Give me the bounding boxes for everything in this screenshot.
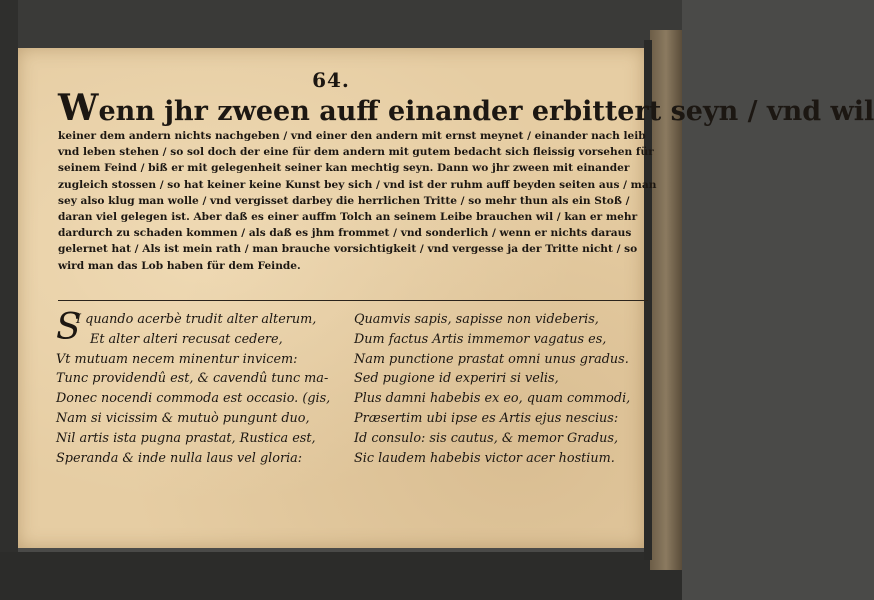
latin-verse-left-column — [56, 307, 346, 468]
latin-verse-line: Vt mutuam necem minentur invicem: — [56, 351, 298, 367]
latin-verse-line: Dum factus Artis immemor vagatus es, — [354, 331, 607, 347]
latin-verse-line: Plus damni habebis ex eo, quam commodi, — [354, 391, 631, 407]
latin-verse-line: Nam punctione prastat omni unus gradus. — [354, 351, 629, 367]
german-line: vnd leben stehen / so sol doch der eine für dem andern mit gutem bedacht sich fleissig vorsehen für — [58, 146, 654, 159]
german-line: daran viel gelegen ist. Aber daß es einer auffm Tolch an seinem Leibe brauchen wil / kan er mehr — [58, 211, 638, 224]
latin-verse-line: Quamvis sapis, sapisse non videberis, — [354, 312, 599, 327]
scan-background-left — [0, 0, 18, 600]
latin-verse-right-column — [354, 310, 650, 468]
german-line: wird man das Lob haben für dem Feinde. — [58, 259, 301, 272]
book-page — [18, 48, 874, 548]
latin-drop-cap: S — [56, 307, 81, 348]
page-number: 64. — [312, 68, 350, 92]
heading-text: enn jhr zween auff einander erbittert seyn / vnd wil — [98, 96, 874, 127]
german-line: zugleich stossen / so hat keiner keine Kunst bey sich / vnd ist der ruhm auff beyden seiten aus / man — [58, 178, 657, 191]
heading-initial: W — [58, 87, 99, 129]
latin-verse-line: Tunc providendû est, & cavendû tunc ma- — [56, 371, 329, 387]
german-line: seinem Feind / biß er mit gelegenheit seiner kan mechtig seyn. Dann wo jhr zween mit einander — [58, 162, 630, 175]
german-line: sey also klug man wolle / vnd vergisset darbey die herrlichen Tritte / so mehr thun als ein Stoß / — [58, 194, 630, 207]
latin-verse-line: Sed pugione id experiri si velis, — [354, 371, 559, 387]
latin-verse-line: Donec nocendi commoda est occasio. (gis, — [56, 391, 331, 407]
german-line: keiner dem andern nichts nachgeben / vnd einer den andern mit ernst meynet / einander nach leib — [58, 130, 646, 142]
german-line: gelernet hat / Als ist mein rath / man brauche vorsichtigkeit / vnd vergesse ja der Tritte nicht / so — [58, 243, 638, 256]
section-divider — [58, 300, 648, 301]
latin-verse-line: Nil artis ista pugna prastat, Rustica est, — [56, 430, 316, 446]
latin-verse-line: Speranda & inde nulla laus vel gloria: — [56, 450, 303, 466]
page-heading — [58, 87, 874, 129]
latin-verse-line: Id consulo: sis cautus, & memor Gradus, — [354, 430, 619, 446]
latin-verse-line: Præsertim ubi ipse es Artis ejus nescius: — [354, 410, 619, 426]
german-line: dardurch zu schaden kommen / als daß es jhm frommet / vnd sonderlich / wenn er nichts daraus — [58, 227, 632, 240]
latin-verse-line: Et alter alteri recusat cedere, — [90, 331, 283, 347]
scan-background-bottom — [0, 552, 682, 600]
latin-verse-line: I quando acerbè trudit alter alterum, — [76, 312, 317, 327]
latin-verse-line: Sic laudem habebis victor acer hostium. — [354, 450, 615, 466]
latin-verse-line: Nam si vicissim & mutuò pungunt duo, — [56, 410, 310, 426]
scan-background-top — [0, 0, 682, 48]
german-paragraph — [58, 128, 656, 274]
